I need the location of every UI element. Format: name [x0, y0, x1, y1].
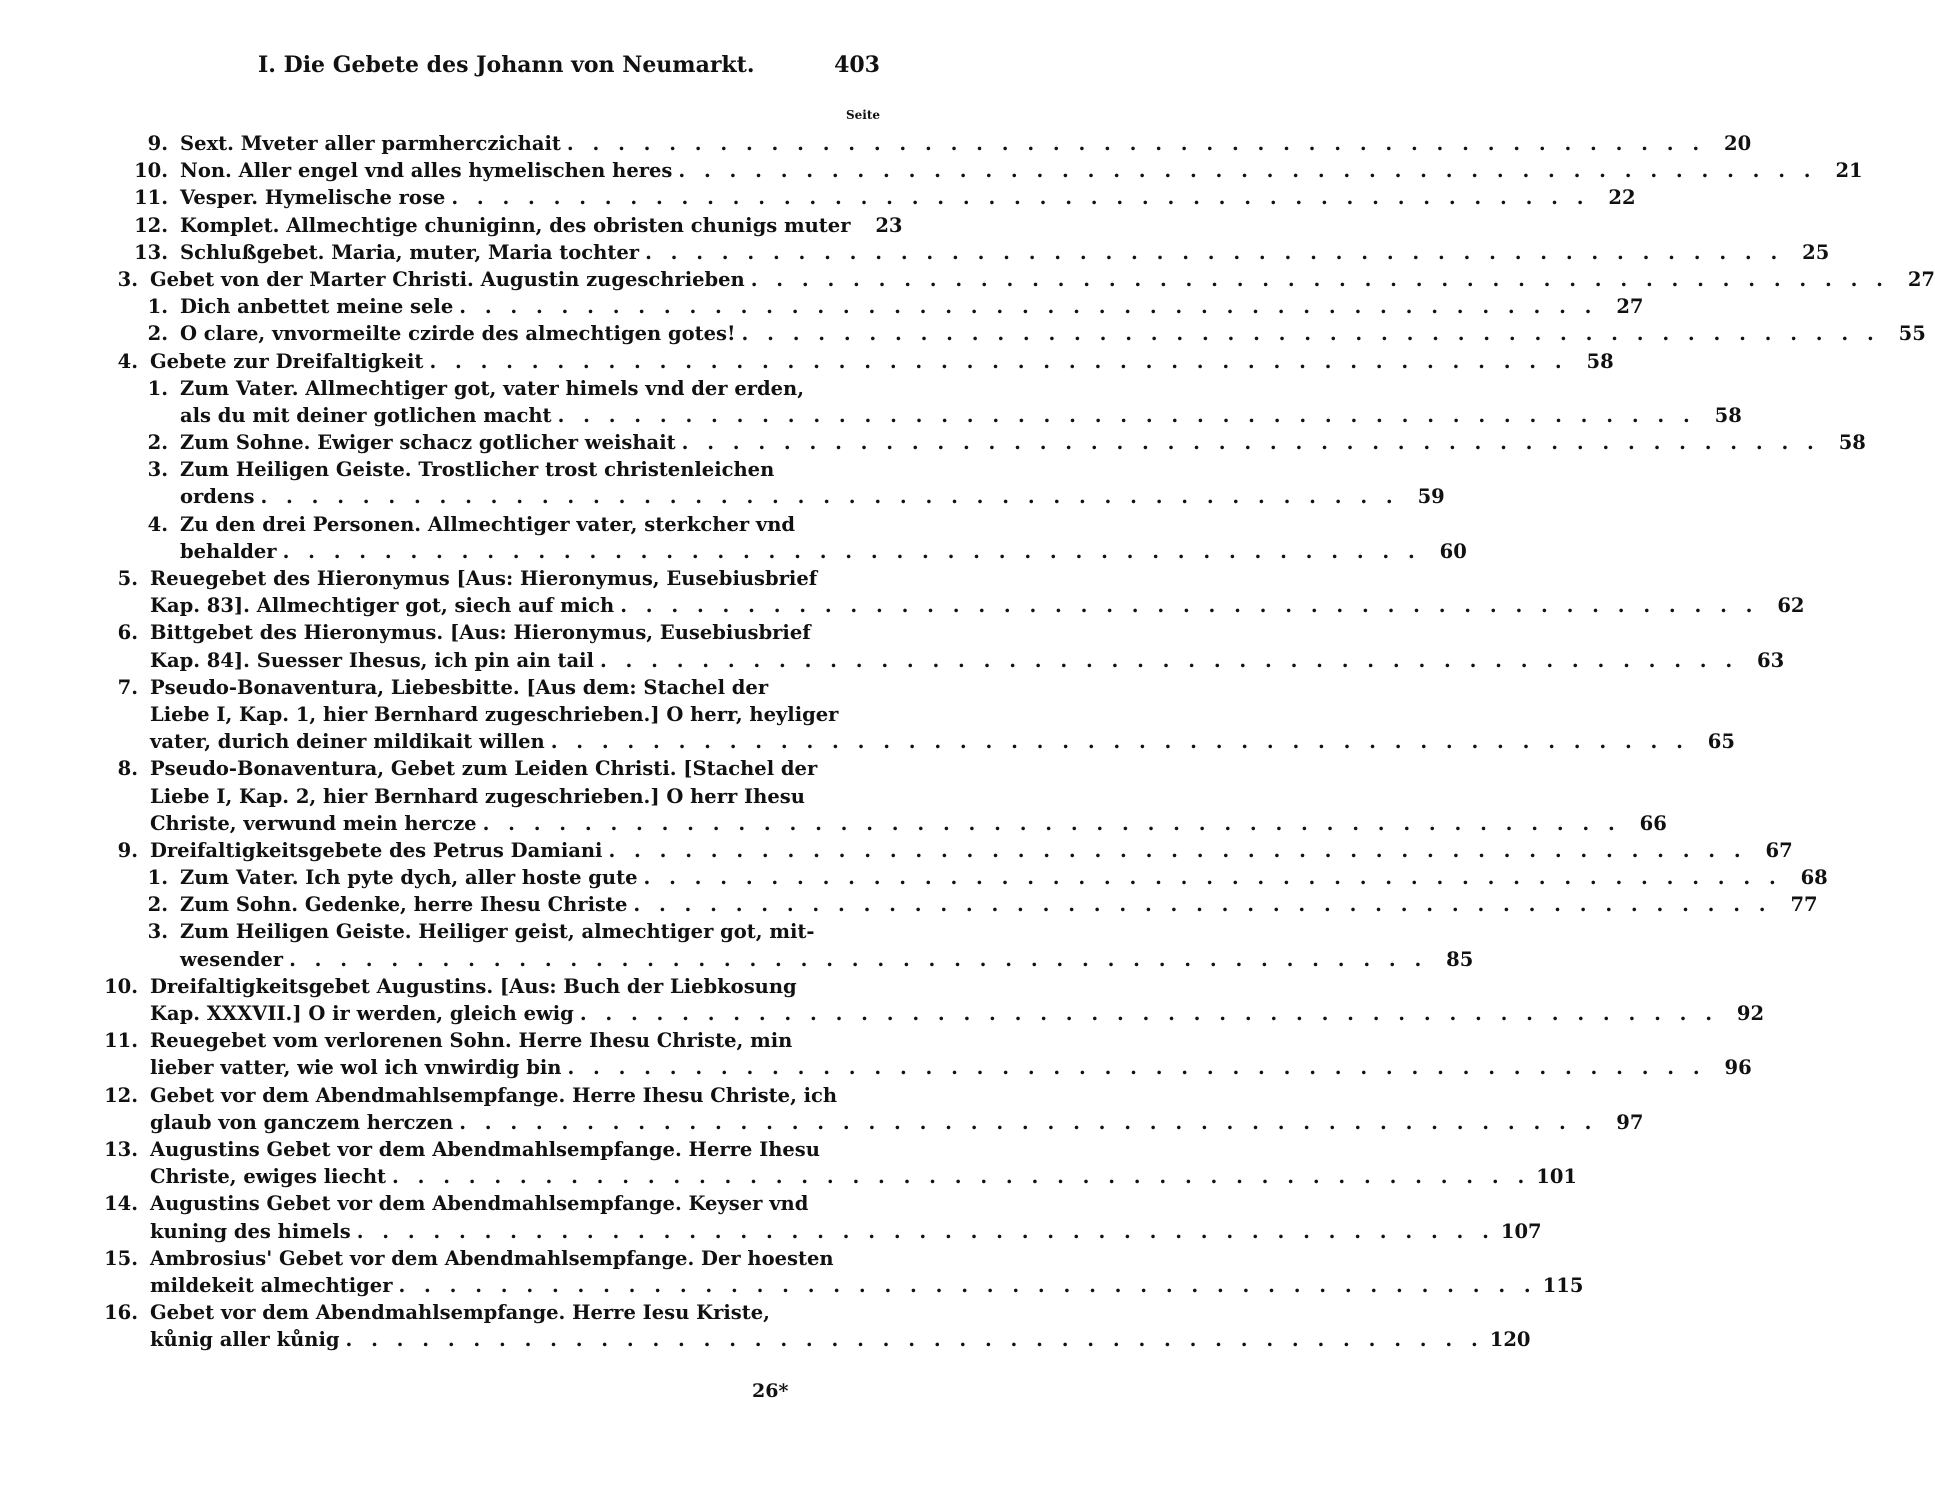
dot-leader: . . . . . . . . . . . . . . . . . . . . . . . . . . . . . . . . . . . . . . . . . . . . . [633, 893, 1772, 917]
toc-entry [0, 565, 960, 592]
page-number: 403 [834, 52, 880, 78]
toc-entry [0, 348, 1614, 375]
toc-entry-number: 3. [147, 920, 168, 944]
toc-entry [0, 592, 1805, 619]
dot-leader: . . . . . . . . . . . . . . . . . . . . . . . . . . . . . . . . . . . . . . . . . . . . . [459, 295, 1598, 319]
toc-entry [0, 184, 1636, 211]
toc-entry-text: Kap. 84]. Suesser Ihesus, ich pin ain tail [150, 648, 594, 672]
toc-entry-text: Sext. Mveter aller parmherczichait [180, 132, 561, 155]
toc-entry-number: 1. [147, 295, 168, 319]
toc-entry-text: Reuegebet vom verlorenen Sohn. Herre Ihesu Christe, min [150, 1029, 793, 1053]
toc-entry-text: Kap. XXXVII.] O ir werden, gleich ewig [150, 1002, 574, 1025]
toc-entry [0, 402, 1742, 429]
toc-entry-text: Dich anbettet meine sele [180, 295, 454, 319]
toc-entry [0, 728, 1735, 755]
dot-leader: . . . . . . . . . . . . . . . . . . . . . . . . . . . . . . . . . . . . . . . . . . . . . [643, 866, 1782, 890]
toc-entry [0, 1163, 1577, 1190]
toc-entry-number: 9. [117, 838, 138, 862]
toc-entry-text: Liebe I, Kap. 2, hier Bernhard zugeschrieben.] O herr Ihesu [150, 784, 805, 808]
toc-entry-text: Kap. 83]. Allmechtiger got, siech auf mich [150, 594, 615, 618]
toc-entry [0, 1326, 1531, 1353]
toc-entry-number: 10. [104, 974, 138, 998]
toc-entry-page: 65 [1707, 730, 1735, 754]
toc-entry-number: 13. [104, 1137, 138, 1161]
toc-entry [0, 429, 1866, 456]
dot-leader: . . . . . . . . . . . . . . . . . . . . . . . . . . . . . . . . . . . . . . . . . . . . . [260, 485, 1399, 509]
dot-leader: . . . . . . . . . . . . . . . . . . . . . . . . . . . . . . . . . . . . . . . . . . . . . [620, 594, 1759, 618]
running-title: I. Die Gebete des Johann von Neumarkt. [258, 52, 755, 78]
toc-entry-number: 4. [117, 349, 138, 373]
toc-entry [0, 130, 1752, 157]
toc-entry [0, 483, 1445, 510]
toc-entry-page: 63 [1757, 648, 1785, 672]
dot-leader: . . . . . . . . . . . . . . . . . . . . . . . . . . . . . . . . . . . . . . . . . . . . . [741, 322, 1880, 346]
toc-entry-page: 25 [1802, 240, 1830, 264]
toc-entry-page: 77 [1790, 893, 1818, 917]
toc-entry-text: mildekeit almechtiger [150, 1273, 393, 1297]
toc-entry-page: 60 [1439, 539, 1467, 563]
dot-leader: . . . . . . . . . . . . . . . . . . . . . . . . . . . . . . . . . . . . . . . . . . . . . [482, 811, 1621, 835]
toc-entry [0, 1000, 1765, 1027]
toc-entry-page: 20 [1724, 132, 1752, 155]
dot-leader: . . . . . . . . . . . . . . . . . . . . . . . . . . . . . . . . . . . . . . . . . . . . . [566, 132, 1706, 155]
toc-entry [0, 157, 1863, 184]
toc-entry-number: 15. [104, 1246, 138, 1270]
dot-leader: . . . . . . . . . . . . . . . . . . . . . . . . . . . . . . . . . . . . . . . . . . . . . [356, 1219, 1495, 1243]
toc-entry-text: Gebete zur Dreifaltigkeit [150, 349, 424, 373]
toc-entry [0, 1272, 1584, 1299]
toc-entry-text: wesender [180, 947, 284, 971]
toc-entry-page: 58 [1714, 403, 1742, 427]
toc-entry-text: Dreifaltigkeitsgebet Augustins. [Aus: Buch der Liebkosung [150, 974, 797, 998]
toc-entry-page: 67 [1765, 838, 1793, 862]
toc-entry-text: Pseudo-Bonaventura, Gebet zum Leiden Christi. [Stachel der [150, 757, 818, 781]
toc-entry [0, 1109, 1644, 1136]
dot-leader: . . . . . . . . . . . . . . . . . . . . . . . . . . . . . . . . . . . . . . . . . . . . . [282, 539, 1421, 563]
toc-entry-text: Augustins Gebet vor dem Abendmahlsempfange. Herre Ihesu [150, 1137, 820, 1161]
dot-leader: . . . . . . . . . . . . . . . . . . . . . . . . . . . . . . . . . . . . . . . . . . . . . [289, 947, 1428, 971]
toc-entry [0, 1190, 960, 1217]
toc-entry-number: 10. [134, 159, 168, 183]
toc-entry-number: 16. [104, 1301, 138, 1325]
toc-entry-number: 6. [117, 621, 138, 645]
toc-entry [0, 212, 960, 239]
dot-leader: . . . . . . . . . . . . . . . . . . . . . . . . . . . . . . . . . . . . . . . . . . . . . [678, 159, 1817, 183]
toc-entry-page: 101 [1536, 1165, 1577, 1189]
toc-entry [0, 674, 960, 701]
toc-entry-text: Gebet vor dem Abendmahlsempfange. Herre Iesu Kriste, [150, 1301, 770, 1325]
toc-entry [0, 1082, 960, 1109]
toc-entry [0, 239, 1830, 266]
toc-entry-page: 55 [1898, 322, 1926, 346]
dot-leader: . . . . . . . . . . . . . . . . . . . . . . . . . . . . . . . . . . . . . . . . . . . . . [557, 403, 1696, 427]
toc-entry-text: lieber vatter, wie wol ich vnwirdig bin [150, 1056, 562, 1080]
toc-entry-text: Bittgebet des Hieronymus. [Aus: Hieronymus, Eusebiusbrief [150, 621, 811, 645]
dot-leader: . . . . . . . . . . . . . . . . . . . . . . . . . . . . . . . . . . . . . . . . . . . . . [451, 186, 1590, 210]
toc-entry [0, 320, 1926, 347]
toc-entry-number: 12. [104, 1083, 138, 1107]
toc-entry-text: Christe, verwund mein hercze [150, 811, 477, 835]
toc-entry-text: als du mit deiner gotlichen macht [180, 403, 552, 427]
signature-mark: 26* [752, 1380, 789, 1402]
toc-entry-text: Komplet. Allmechtige chuniginn, des obristen chunigs muter [180, 213, 851, 237]
dot-leader: . . . . . . . . . . . . . . . . . . . . . . . . . . . . . . . . . . . . . . . . . . . . . [681, 431, 1820, 455]
toc-entry-text: Augustins Gebet vor dem Abendmahlsempfange. Keyser vnd [150, 1192, 809, 1216]
toc-entry-text: Gebet von der Marter Christi. Augustin zugeschrieben [150, 267, 745, 291]
dot-leader: . . . . . . . . . . . . . . . . . . . . . . . . . . . . . . . . . . . . . . . . . . . . . [750, 267, 1889, 291]
toc-entry-page: 66 [1639, 811, 1667, 835]
dot-leader: . . . . . . . . . . . . . . . . . . . . . . . . . . . . . . . . . . . . . . . . . . . . . [459, 1110, 1598, 1134]
toc-entry [0, 755, 960, 782]
toc-entry-number: 4. [147, 512, 168, 536]
toc-entry-text: Zum Sohne. Ewiger schacz gotlicher weishait [180, 431, 676, 455]
toc-entry [0, 1245, 960, 1272]
dot-leader: . . . . . . . . . . . . . . . . . . . . . . . . . . . . . . . . . . . . . . . . . . . . . [645, 240, 1784, 264]
running-header [258, 52, 880, 86]
toc-entry-page: 27 [1907, 267, 1935, 291]
toc-entry [0, 1299, 960, 1326]
toc-entry-number: 9. [147, 132, 168, 155]
toc-entry [0, 1218, 1542, 1245]
toc-entry-page: 92 [1736, 1002, 1765, 1025]
toc-entry [0, 647, 1785, 674]
toc-entry-number: 2. [147, 431, 168, 455]
toc-entry-page: 96 [1724, 1056, 1752, 1080]
toc-entry [0, 1136, 960, 1163]
dot-leader: . . . . . . . . . . . . . . . . . . . . . . . . . . . . . . . . . . . . . . . . . . . . . [392, 1165, 1531, 1189]
toc-entry-text: Zu den drei Personen. Allmechtiger vater, sterkcher vnd [180, 512, 796, 536]
toc-entry-page: 22 [1608, 186, 1636, 210]
toc-entry [0, 1054, 1752, 1081]
toc-entry-text: Zum Heiligen Geiste. Trostlicher trost christenleichen [180, 458, 775, 482]
toc-entry-text: vater, durich deiner mildikait willen [150, 730, 545, 754]
toc-entry-number: 1. [147, 866, 168, 890]
toc-entry-number: 3. [117, 267, 138, 291]
toc-entry-page: 27 [1616, 295, 1644, 319]
toc-entry [0, 891, 1818, 918]
toc-entry [0, 293, 1644, 320]
toc-entry-text: Zum Vater. Allmechtiger got, vater himels vnd der erden, [180, 376, 805, 400]
toc-entry-page: 21 [1835, 159, 1863, 183]
toc-entry-text: Christe, ewiges liecht [150, 1165, 387, 1189]
toc-entry-page: 107 [1500, 1219, 1542, 1243]
toc-entry-text: Pseudo-Bonaventura, Liebesbitte. [Aus dem: Stachel der [150, 675, 769, 699]
toc-entry [0, 511, 960, 538]
toc-entry-number: 13. [134, 240, 168, 264]
toc-entry-text: O clare, vnvormeilte czirde des almechtigen gotes! [180, 322, 736, 346]
toc-entry-text: Zum Sohn. Gedenke, herre Ihesu Christe [180, 893, 628, 917]
toc-entry [0, 538, 1467, 565]
toc-entry-page: 59 [1417, 485, 1445, 509]
toc-entry-text: Gebet vor dem Abendmahlsempfange. Herre Ihesu Christe, ich [150, 1083, 838, 1107]
toc-entry-page: 97 [1616, 1110, 1644, 1134]
dot-leader: . . . . . . . . . . . . . . . . . . . . . . . . . . . . . . . . . . . . . . . . . . . . . [579, 1002, 1719, 1025]
toc-entry-text: Ambrosius' Gebet vor dem Abendmahlsempfange. Der hoesten [150, 1246, 834, 1270]
toc-entry [0, 701, 960, 728]
toc-entry [0, 864, 1828, 891]
toc-entry-number: 1. [147, 376, 168, 400]
toc-entry-number: 3. [147, 458, 168, 482]
dot-leader: . . . . . . . . . . . . . . . . . . . . . . . . . . . . . . . . . . . . . . . . . . . . . [550, 730, 1689, 754]
toc-entry-text: Dreifaltigkeitsgebete des Petrus Damiani [150, 838, 603, 862]
dot-leader: . . . . . . . . . . . . . . . . . . . . . . . . . . . . . . . . . . . . . . . . . . . . . [608, 838, 1747, 862]
toc-entry-text: kůnig aller kůnig [150, 1328, 340, 1352]
dot-leader: . . . . . . . . . . . . . . . . . . . . . . . . . . . . . . . . . . . . . . . . . . . . . [599, 648, 1739, 672]
dot-leader: . . . . . . . . . . . . . . . . . . . . . . . . . . . . . . . . . . . . . . . . . . . . . [429, 349, 1568, 373]
toc-entry-text: Reuegebet des Hieronymus [Aus: Hieronymus, Eusebiusbrief [150, 567, 818, 590]
toc-entry-number: 11. [104, 1029, 138, 1053]
toc-entry-page: 58 [1586, 349, 1614, 373]
toc-entry-number: 14. [104, 1192, 138, 1216]
toc-entry-text: behalder [180, 539, 277, 563]
toc-entry-page: 58 [1838, 431, 1866, 455]
toc-entry-text: Zum Heiligen Geiste. Heiliger geist, almechtiger got, mit- [180, 920, 815, 944]
dot-leader: . . . . . . . . . . . . . . . . . . . . . . . . . . . . . . . . . . . . . . . . . . . . . [567, 1056, 1706, 1080]
toc-entry [0, 973, 960, 1000]
column-label-seite: Seite [845, 108, 880, 122]
toc-entry-number: 11. [134, 186, 168, 210]
toc-entry-text: Non. Aller engel vnd alles hymelischen heres [180, 159, 673, 183]
toc-entry [0, 456, 960, 483]
toc-entry [0, 946, 1474, 973]
toc-entry-text: Vesper. Hymelische rose [180, 186, 446, 210]
toc-entry [0, 1027, 960, 1054]
toc-entry-page: 120 [1489, 1328, 1531, 1352]
toc-entry [0, 783, 960, 810]
toc-entry-text: Schlußgebet. Maria, muter, Maria tochter [180, 240, 640, 264]
toc-entry-number: 12. [134, 213, 168, 237]
dot-leader: . . . . . . . . . . . . . . . . . . . . . . . . . . . . . . . . . . . . . . . . . . . . . [345, 1328, 1484, 1352]
toc-entry-text: ordens [180, 485, 255, 509]
toc-entry-text: glaub von ganczem herczen [150, 1110, 454, 1134]
toc-entry [0, 810, 1667, 837]
toc-entry-number: 5. [117, 567, 138, 590]
toc-entry-number: 7. [117, 675, 138, 699]
toc-entry [0, 375, 960, 402]
toc-entry-page: 115 [1542, 1273, 1584, 1297]
toc-entry-page: 23 [875, 213, 903, 237]
dot-leader: . . . . . . . . . . . . . . . . . . . . . . . . . . . . . . . . . . . . . . . . . . . . . [398, 1273, 1537, 1297]
toc-entry-text: Zum Vater. Ich pyte dych, aller hoste gute [180, 866, 638, 890]
toc-entry-page: 68 [1800, 866, 1828, 890]
toc-entry [0, 619, 960, 646]
toc-entry-number: 2. [147, 322, 168, 346]
toc-entry-number: 2. [147, 893, 168, 917]
toc-entry-text: kuning des himels [150, 1219, 351, 1243]
toc-entry-page: 62 [1777, 594, 1805, 618]
toc-entry-number: 8. [117, 757, 138, 781]
toc-entry-page: 85 [1446, 947, 1474, 971]
toc-entry [0, 918, 960, 945]
toc-entry-text: Liebe I, Kap. 1, hier Bernhard zugeschrieben.] O herr, heyliger [150, 702, 839, 726]
toc-entry [0, 266, 1935, 293]
toc-entry [0, 837, 1793, 864]
table-of-contents [0, 130, 1935, 1353]
